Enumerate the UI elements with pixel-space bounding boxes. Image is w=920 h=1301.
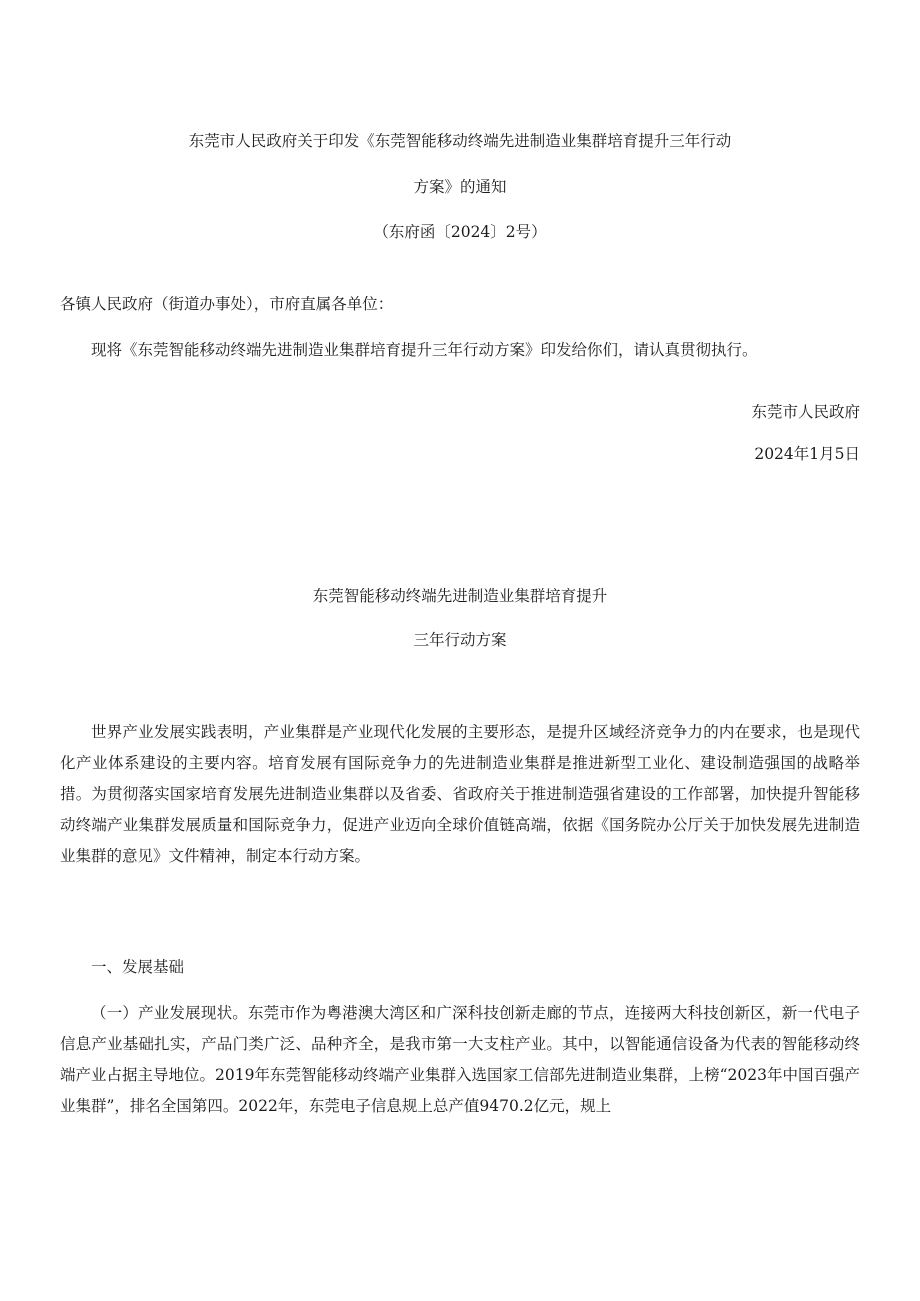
issue-date: 2024年1月5日 <box>754 445 860 463</box>
notice-title-line1: 东莞市人民政府关于印发《东莞智能移动终端先进制造业集群培育提升三年行动 <box>188 132 732 150</box>
addressee: 各镇人民政府（街道办事处），市府直属各单位： <box>60 295 394 313</box>
section-heading-development-basis: 一、发展基础 <box>91 958 185 976</box>
doc-number: （东府函〔2024〕2号） <box>373 223 547 241</box>
plan-intro-paragraph: 世界产业发展实践表明，产业集群是产业现代化发展的主要形态，是提升区域经济竞争力的内在要求，也是现代化产业体系建设的主要内容。培育发展有国际竞争力的先进制造业集群是推进新型工业化、建设制造强国的战略举措。为贯彻落实国家培育发展先进制造业集群以及省委、省政府关于推进制造强省建设的工作部署，加快提升智能移动终端产业集群发展质量和国际竞争力，促进产业迈向全球价值链高端，依据《国务院办公厅关于加快发展先进制造业集群的意见》文件精神，制定本行动方案。 <box>60 723 860 865</box>
section1-paragraph-industry-status: （一）产业发展现状。东莞市作为粤港澳大湾区和广深科技创新走廊的节点，连接两大科技创新区，新一代电子信息产业基础扎实，产品门类广泛、品种齐全，是我市第一大支柱产业。其中，以智能通信设备为代表的智能移动终端产业占据主导地位。2019年东莞智能移动终端产业集群入选国家工信部先进制造业集群，上榜“2023年中国百强产业集群”，排名全国第四。2022年，东莞电子信息规上总产值9470.2亿元，规上 <box>60 1004 860 1115</box>
notice-body: 现将《东莞智能移动终端先进制造业集群培育提升三年行动方案》印发给你们，请认真贯彻执行。 <box>91 341 758 359</box>
plan-title-line1: 东莞智能移动终端先进制造业集群培育提升 <box>312 587 608 605</box>
notice-title-line2: 方案》的通知 <box>413 178 507 196</box>
plan-title-line2: 三年行动方案 <box>413 631 507 649</box>
signature: 东莞市人民政府 <box>751 403 860 421</box>
